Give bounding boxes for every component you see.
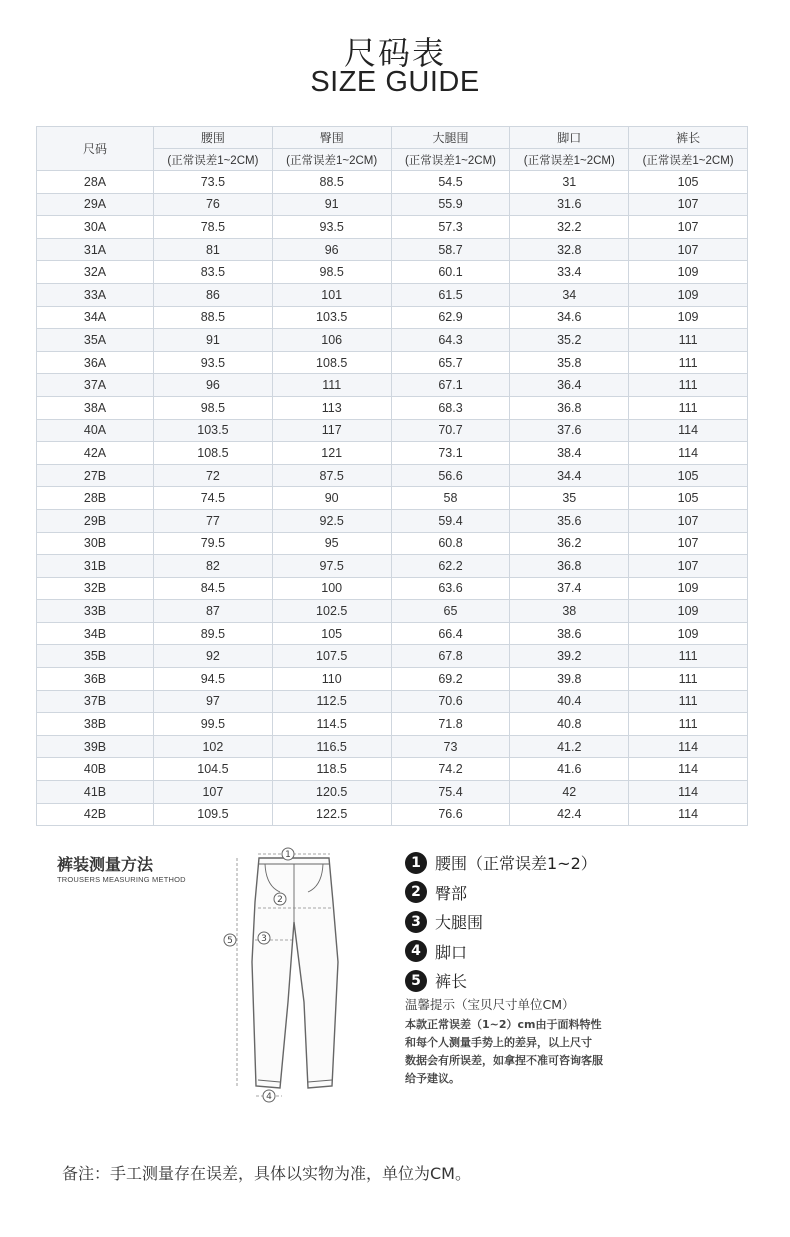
table-cell: 76.6 xyxy=(391,803,510,826)
table-cell: 34 xyxy=(510,283,629,306)
size-cell: 27B xyxy=(37,464,154,487)
table-cell: 111 xyxy=(629,351,748,374)
column-note: (正常误差1~2CM) xyxy=(629,149,748,171)
table-cell: 74.5 xyxy=(154,487,273,510)
table-row xyxy=(37,261,748,284)
table-cell: 111 xyxy=(629,329,748,352)
table-cell: 82 xyxy=(154,555,273,578)
measure-legend xyxy=(405,848,597,996)
table-cell: 67.8 xyxy=(391,645,510,668)
table-cell: 35.6 xyxy=(510,509,629,532)
table-cell: 105 xyxy=(629,464,748,487)
table-cell: 104.5 xyxy=(154,758,273,781)
table-cell: 61.5 xyxy=(391,283,510,306)
legend-label: 大腿围 xyxy=(435,913,484,933)
table-cell: 117 xyxy=(272,419,391,442)
table-cell: 73 xyxy=(391,735,510,758)
table-cell: 36.4 xyxy=(510,374,629,397)
table-cell: 39.2 xyxy=(510,645,629,668)
table-cell: 111 xyxy=(629,645,748,668)
table-cell: 65.7 xyxy=(391,351,510,374)
table-cell: 41.6 xyxy=(510,758,629,781)
table-row xyxy=(37,351,748,374)
table-cell: 114 xyxy=(629,803,748,826)
size-cell: 33A xyxy=(37,283,154,306)
page-subtitle: SIZE GUIDE xyxy=(310,66,480,98)
legend-item-waist xyxy=(405,848,597,878)
table-cell: 55.9 xyxy=(391,193,510,216)
size-cell: 40B xyxy=(37,758,154,781)
table-cell: 95 xyxy=(272,532,391,555)
size-cell: 29B xyxy=(37,509,154,532)
table-cell: 111 xyxy=(629,690,748,713)
size-cell: 37A xyxy=(37,374,154,397)
tip-line: 和每个人测量手势上的差异，以上尺寸 xyxy=(405,1036,592,1049)
table-cell: 122.5 xyxy=(272,803,391,826)
table-cell: 114 xyxy=(629,419,748,442)
tip-line: 给予建议。 xyxy=(405,1072,460,1085)
table-cell: 109 xyxy=(629,577,748,600)
table-cell: 96 xyxy=(154,374,273,397)
table-cell: 91 xyxy=(272,193,391,216)
table-cell: 35.2 xyxy=(510,329,629,352)
table-cell: 37.6 xyxy=(510,419,629,442)
size-cell: 33B xyxy=(37,600,154,623)
table-cell: 71.8 xyxy=(391,713,510,736)
table-cell: 64.3 xyxy=(391,329,510,352)
table-cell: 109 xyxy=(629,283,748,306)
column-header: 大腿围 xyxy=(391,127,510,149)
size-cell: 40A xyxy=(37,419,154,442)
table-cell: 114.5 xyxy=(272,713,391,736)
size-cell: 42A xyxy=(37,442,154,465)
method-title: 裤装测量方法 xyxy=(57,855,154,874)
table-cell: 86 xyxy=(154,283,273,306)
table-row xyxy=(37,781,748,804)
table-row xyxy=(37,329,748,352)
table-cell: 56.6 xyxy=(391,464,510,487)
page-title: 尺码表 xyxy=(343,34,446,72)
size-cell: 32B xyxy=(37,577,154,600)
table-cell: 107 xyxy=(629,532,748,555)
table-cell: 93.5 xyxy=(154,351,273,374)
table-cell: 121 xyxy=(272,442,391,465)
table-cell: 42.4 xyxy=(510,803,629,826)
column-header: 脚口 xyxy=(510,127,629,149)
table-row xyxy=(37,396,748,419)
table-cell: 32.8 xyxy=(510,238,629,261)
table-row xyxy=(37,464,748,487)
table-cell: 40.4 xyxy=(510,690,629,713)
table-cell: 36.8 xyxy=(510,555,629,578)
table-row xyxy=(37,577,748,600)
size-cell: 28A xyxy=(37,171,154,194)
number-4-icon: 4 xyxy=(405,940,427,962)
table-cell: 97 xyxy=(154,690,273,713)
table-row xyxy=(37,374,748,397)
table-cell: 88.5 xyxy=(272,171,391,194)
size-cell: 38B xyxy=(37,713,154,736)
table-cell: 116.5 xyxy=(272,735,391,758)
table-cell: 58 xyxy=(391,487,510,510)
table-cell: 32.2 xyxy=(510,216,629,239)
table-cell: 98.5 xyxy=(272,261,391,284)
size-cell: 34A xyxy=(37,306,154,329)
table-row xyxy=(37,555,748,578)
table-row xyxy=(37,713,748,736)
table-cell: 87.5 xyxy=(272,464,391,487)
table-cell: 79.5 xyxy=(154,532,273,555)
table-cell: 107 xyxy=(629,216,748,239)
table-cell: 60.1 xyxy=(391,261,510,284)
table-cell: 76 xyxy=(154,193,273,216)
legend-item-thigh xyxy=(405,907,597,937)
table-cell: 113 xyxy=(272,396,391,419)
table-cell: 114 xyxy=(629,781,748,804)
table-cell: 75.4 xyxy=(391,781,510,804)
table-cell: 68.3 xyxy=(391,396,510,419)
table-cell: 112.5 xyxy=(272,690,391,713)
table-cell: 114 xyxy=(629,442,748,465)
table-cell: 40.8 xyxy=(510,713,629,736)
size-cell: 39B xyxy=(37,735,154,758)
table-cell: 41.2 xyxy=(510,735,629,758)
table-row xyxy=(37,283,748,306)
table-cell: 114 xyxy=(629,758,748,781)
table-cell: 96 xyxy=(272,238,391,261)
table-cell: 62.9 xyxy=(391,306,510,329)
table-row xyxy=(37,419,748,442)
legend-label: 脚口 xyxy=(435,942,468,962)
tip-line: 数据会有所误差，如拿捏不准可咨询客服 xyxy=(405,1054,603,1067)
table-cell: 42 xyxy=(510,781,629,804)
footnote: 备注：手工测量存在误差，具体以实物为准，单位为CM。 xyxy=(62,1164,471,1183)
column-note: (正常误差1~2CM) xyxy=(154,149,273,171)
diagram-marker-1: 1 xyxy=(285,850,291,860)
table-cell: 107 xyxy=(629,555,748,578)
table-cell: 102.5 xyxy=(272,600,391,623)
table-cell: 38.4 xyxy=(510,442,629,465)
table-cell: 111 xyxy=(629,668,748,691)
table-cell: 83.5 xyxy=(154,261,273,284)
table-cell: 109 xyxy=(629,261,748,284)
table-row xyxy=(37,532,748,555)
table-cell: 33.4 xyxy=(510,261,629,284)
diagram-marker-5: 5 xyxy=(227,936,233,946)
tip-title: 温馨提示（宝贝尺寸单位CM） xyxy=(405,997,575,1012)
table-cell: 91 xyxy=(154,329,273,352)
size-cell: 32A xyxy=(37,261,154,284)
table-cell: 99.5 xyxy=(154,713,273,736)
table-cell: 111 xyxy=(272,374,391,397)
table-cell: 62.2 xyxy=(391,555,510,578)
table-row xyxy=(37,803,748,826)
table-cell: 108.5 xyxy=(272,351,391,374)
table-cell: 105 xyxy=(629,487,748,510)
diagram-marker-2: 2 xyxy=(277,895,283,905)
size-cell: 31B xyxy=(37,555,154,578)
table-cell: 66.4 xyxy=(391,622,510,645)
table-cell: 35 xyxy=(510,487,629,510)
table-cell: 73.5 xyxy=(154,171,273,194)
table-row xyxy=(37,622,748,645)
table-cell: 38.6 xyxy=(510,622,629,645)
table-cell: 34.4 xyxy=(510,464,629,487)
size-cell: 41B xyxy=(37,781,154,804)
size-cell: 31A xyxy=(37,238,154,261)
table-cell: 108.5 xyxy=(154,442,273,465)
trousers-diagram xyxy=(222,842,342,1104)
column-note: (正常误差1~2CM) xyxy=(510,149,629,171)
legend-label: 臀部 xyxy=(435,883,468,903)
table-row xyxy=(37,645,748,668)
table-cell: 107 xyxy=(154,781,273,804)
table-row xyxy=(37,690,748,713)
table-cell: 102 xyxy=(154,735,273,758)
table-cell: 92.5 xyxy=(272,509,391,532)
table-cell: 77 xyxy=(154,509,273,532)
size-cell: 30A xyxy=(37,216,154,239)
table-cell: 58.7 xyxy=(391,238,510,261)
table-row xyxy=(37,238,748,261)
table-cell: 37.4 xyxy=(510,577,629,600)
legend-label: 腰围（正常误差1~2） xyxy=(435,854,597,874)
table-cell: 90 xyxy=(272,487,391,510)
tip-box xyxy=(405,996,603,1088)
table-cell: 114 xyxy=(629,735,748,758)
table-cell: 110 xyxy=(272,668,391,691)
size-cell: 36A xyxy=(37,351,154,374)
table-cell: 100 xyxy=(272,577,391,600)
table-cell: 103.5 xyxy=(154,419,273,442)
table-row xyxy=(37,216,748,239)
table-cell: 105 xyxy=(629,171,748,194)
table-cell: 107.5 xyxy=(272,645,391,668)
table-row xyxy=(37,735,748,758)
legend-item-length xyxy=(405,966,597,996)
table-cell: 35.8 xyxy=(510,351,629,374)
table-cell: 101 xyxy=(272,283,391,306)
diagram-marker-4: 4 xyxy=(266,1092,272,1102)
legend-label: 裤长 xyxy=(435,972,468,992)
size-cell: 36B xyxy=(37,668,154,691)
table-cell: 97.5 xyxy=(272,555,391,578)
column-note: (正常误差1~2CM) xyxy=(391,149,510,171)
table-cell: 73.1 xyxy=(391,442,510,465)
size-cell: 30B xyxy=(37,532,154,555)
table-cell: 81 xyxy=(154,238,273,261)
table-cell: 34.6 xyxy=(510,306,629,329)
table-cell: 106 xyxy=(272,329,391,352)
table-row xyxy=(37,600,748,623)
column-note: (正常误差1~2CM) xyxy=(272,149,391,171)
column-header: 臀围 xyxy=(272,127,391,149)
table-cell: 98.5 xyxy=(154,396,273,419)
table-cell: 111 xyxy=(629,396,748,419)
table-cell: 118.5 xyxy=(272,758,391,781)
table-cell: 107 xyxy=(629,238,748,261)
table-cell: 93.5 xyxy=(272,216,391,239)
table-cell: 105 xyxy=(272,622,391,645)
table-cell: 84.5 xyxy=(154,577,273,600)
size-cell: 37B xyxy=(37,690,154,713)
number-3-icon: 3 xyxy=(405,911,427,933)
table-cell: 31.6 xyxy=(510,193,629,216)
table-cell: 65 xyxy=(391,600,510,623)
table-cell: 31 xyxy=(510,171,629,194)
table-cell: 67.1 xyxy=(391,374,510,397)
size-cell: 35B xyxy=(37,645,154,668)
table-cell: 107 xyxy=(629,509,748,532)
table-cell: 109.5 xyxy=(154,803,273,826)
table-cell: 89.5 xyxy=(154,622,273,645)
table-cell: 78.5 xyxy=(154,216,273,239)
table-row xyxy=(37,171,748,194)
table-cell: 36.8 xyxy=(510,396,629,419)
table-row xyxy=(37,668,748,691)
legend-item-hem xyxy=(405,937,597,967)
diagram-marker-3: 3 xyxy=(261,934,267,944)
size-cell: 29A xyxy=(37,193,154,216)
table-cell: 39.8 xyxy=(510,668,629,691)
table-cell: 92 xyxy=(154,645,273,668)
table-cell: 109 xyxy=(629,600,748,623)
table-row xyxy=(37,442,748,465)
tip-line: 本款正常误差（1~2）cm由于面料特性 xyxy=(405,1018,602,1031)
table-cell: 36.2 xyxy=(510,532,629,555)
legend-item-hip xyxy=(405,878,597,908)
table-cell: 74.2 xyxy=(391,758,510,781)
size-cell: 42B xyxy=(37,803,154,826)
table-cell: 70.6 xyxy=(391,690,510,713)
number-2-icon: 2 xyxy=(405,881,427,903)
size-cell: 28B xyxy=(37,487,154,510)
table-cell: 111 xyxy=(629,713,748,736)
size-cell: 38A xyxy=(37,396,154,419)
table-cell: 38 xyxy=(510,600,629,623)
column-header: 裤长 xyxy=(629,127,748,149)
table-cell: 60.8 xyxy=(391,532,510,555)
table-row xyxy=(37,306,748,329)
table-cell: 63.6 xyxy=(391,577,510,600)
method-subtitle: TROUSERS MEASURING METHOD xyxy=(57,875,186,884)
size-cell: 35A xyxy=(37,329,154,352)
table-cell: 87 xyxy=(154,600,273,623)
table-cell: 120.5 xyxy=(272,781,391,804)
table-row xyxy=(37,487,748,510)
size-table xyxy=(36,126,748,826)
table-cell: 69.2 xyxy=(391,668,510,691)
size-cell: 34B xyxy=(37,622,154,645)
number-1-icon: 1 xyxy=(405,852,427,874)
table-row xyxy=(37,758,748,781)
table-cell: 109 xyxy=(629,306,748,329)
number-5-icon: 5 xyxy=(405,970,427,992)
table-row xyxy=(37,193,748,216)
table-cell: 72 xyxy=(154,464,273,487)
table-cell: 111 xyxy=(629,374,748,397)
table-cell: 107 xyxy=(629,193,748,216)
table-cell: 94.5 xyxy=(154,668,273,691)
table-cell: 59.4 xyxy=(391,509,510,532)
table-cell: 54.5 xyxy=(391,171,510,194)
size-column-header: 尺码 xyxy=(37,127,154,171)
table-cell: 103.5 xyxy=(272,306,391,329)
table-cell: 57.3 xyxy=(391,216,510,239)
table-cell: 70.7 xyxy=(391,419,510,442)
table-cell: 88.5 xyxy=(154,306,273,329)
table-cell: 109 xyxy=(629,622,748,645)
column-header: 腰围 xyxy=(154,127,273,149)
table-row xyxy=(37,509,748,532)
